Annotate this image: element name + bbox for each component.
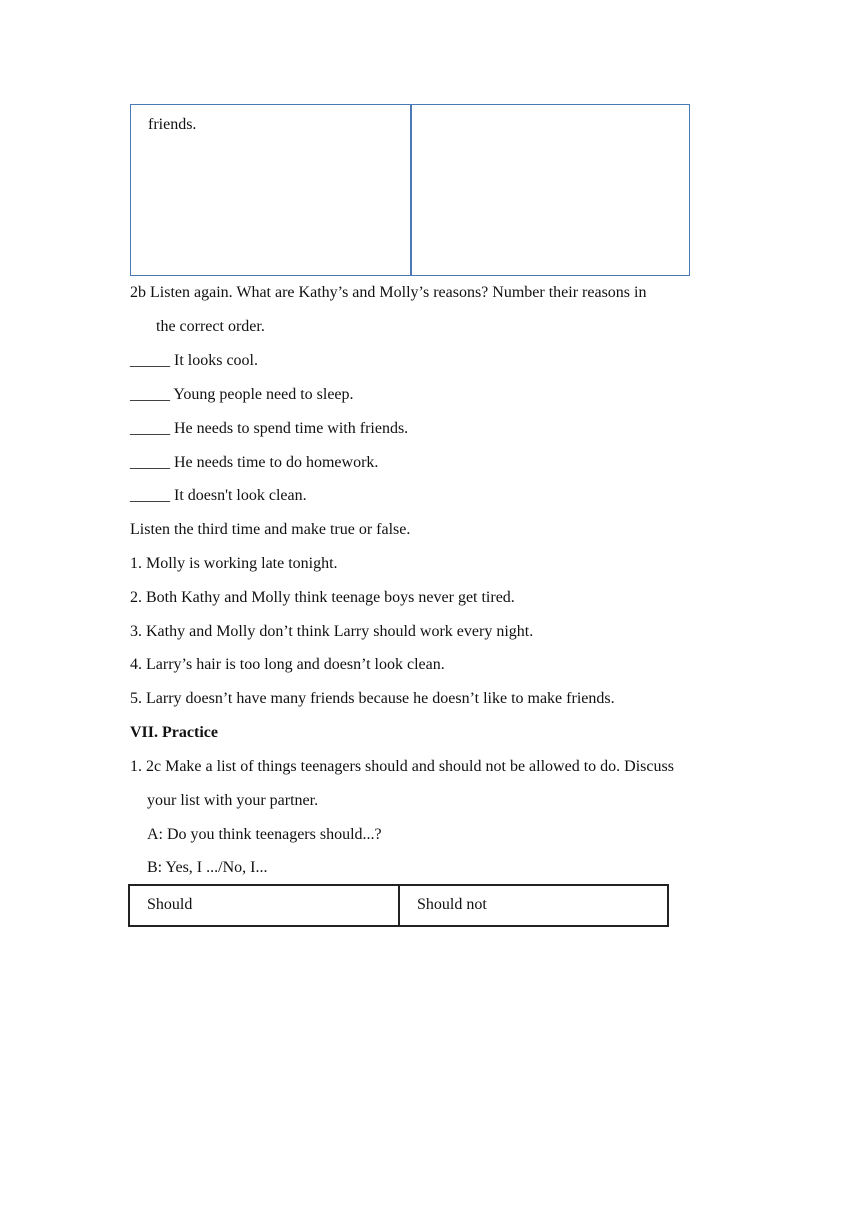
dialog-line-b: B: Yes, I .../No, I...	[147, 859, 268, 876]
true-false-instruction: Listen the third time and make true or false.	[130, 521, 411, 538]
should-table	[128, 884, 669, 927]
answer-table-top	[130, 104, 690, 276]
table-cell-left: friends.	[148, 116, 197, 133]
should-not-column-header: Should not	[417, 896, 487, 913]
reason-item: _____ He needs to spend time with friends.	[130, 420, 409, 437]
reason-item: _____ He needs time to do homework.	[130, 454, 379, 471]
reason-item: _____ It doesn't look clean.	[130, 487, 307, 504]
reason-item: _____ It looks cool.	[130, 352, 258, 369]
section-heading-practice: VII. Practice	[130, 724, 218, 741]
true-false-item: 5. Larry doesn’t have many friends because he doesn’t like to make friends.	[130, 690, 615, 707]
table-divider	[398, 886, 400, 925]
true-false-item: 1. Molly is working late tonight.	[130, 555, 338, 572]
true-false-item: 3. Kathy and Molly don’t think Larry should work every night.	[130, 623, 534, 640]
practice-instruction-line2: your list with your partner.	[147, 792, 319, 809]
table-divider	[410, 105, 412, 275]
task-2b-instruction-line2: the correct order.	[156, 318, 265, 335]
dialog-line-a: A: Do you think teenagers should...?	[147, 826, 382, 843]
practice-instruction-line1: 1. 2c Make a list of things teenagers should and should not be allowed to do. Discuss	[130, 758, 674, 775]
true-false-item: 4. Larry’s hair is too long and doesn’t look clean.	[130, 656, 445, 673]
reason-item: _____ Young people need to sleep.	[130, 386, 354, 403]
true-false-item: 2. Both Kathy and Molly think teenage boys never get tired.	[130, 589, 515, 606]
task-2b-instruction-line1: 2b Listen again. What are Kathy’s and Molly’s reasons? Number their reasons in	[130, 284, 647, 301]
should-column-header: Should	[147, 896, 193, 913]
